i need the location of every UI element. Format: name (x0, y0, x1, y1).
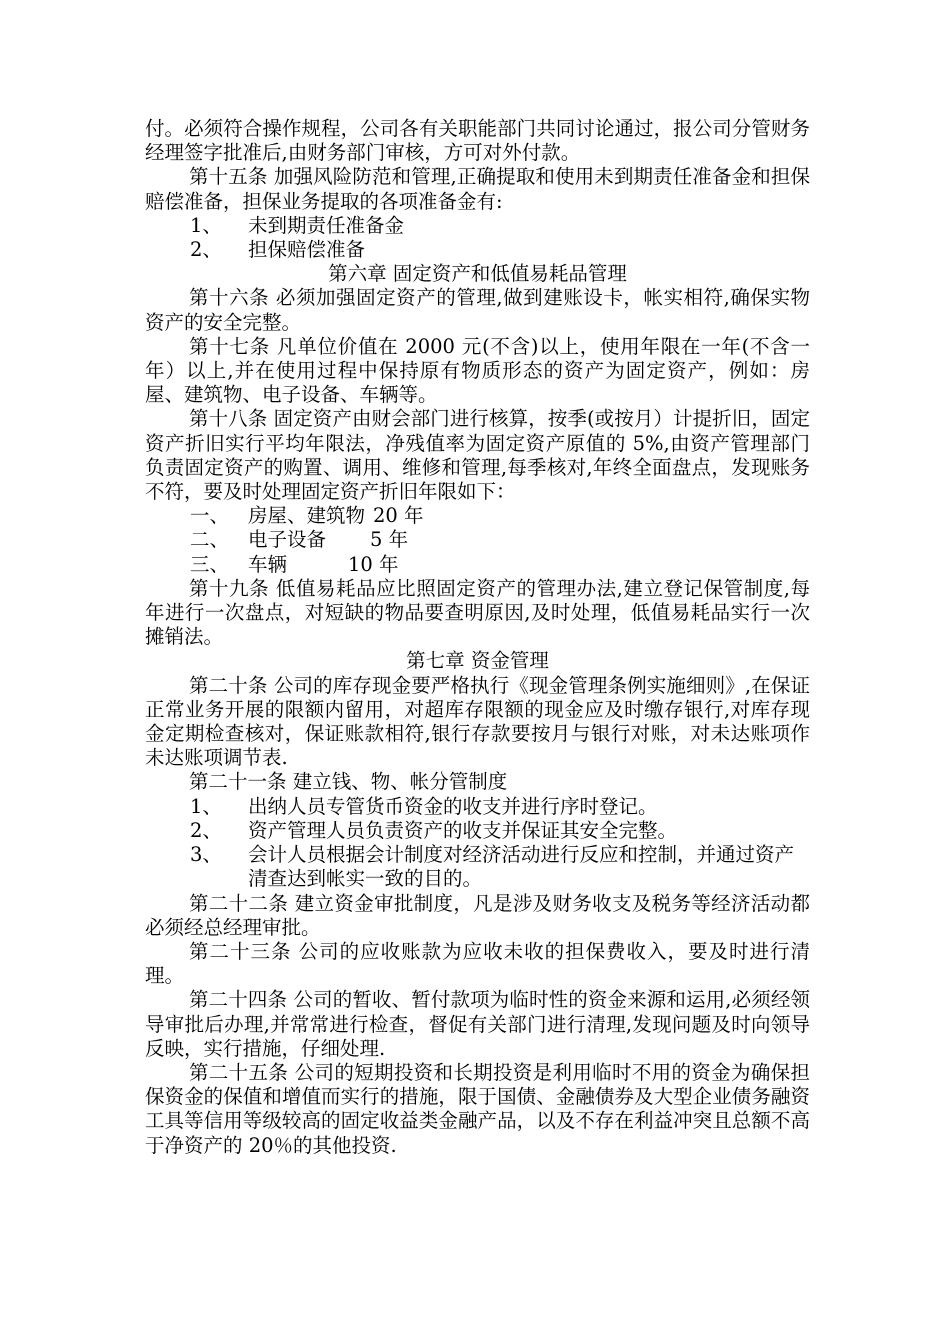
list-item (145, 843, 810, 891)
list-text: 出纳人员专管货币资金的收支并进行序时登记。 (248, 794, 658, 818)
list-number: 1、 (190, 213, 222, 237)
chapter-7-heading: 第七章 资金管理 (406, 649, 549, 673)
list-item (145, 795, 810, 819)
list-text: 担保赔偿准备 (248, 238, 366, 262)
document-page (145, 117, 810, 1158)
article-20: 第二十条 公司的库存现金要严格执行《现金管理条例实施细则》,在保证正常业务开展的限额内留用，对超库存限额的现金应及时缴存银行,对库存现金定期检查核对，保证账款相符,银行存款要按月与银行对账，对未达账项作未达账项调节表. (145, 673, 810, 770)
article-15: 第十五条 加强风险防范和管理,正确提取和使用未到期责任准备金和担保赔偿准备，担保业务提取的各项准备金有: (145, 165, 810, 213)
asset-name: 车辆 (248, 552, 288, 576)
asset-name: 电子设备 (248, 528, 327, 552)
list-text: 资产管理人员负责资产的收支并保证其安全完整。 (248, 818, 678, 842)
article-17: 第十七条 凡单位价值在 2000 元(不含)以上，使用年限在一年(不含一年）以上,并在使用过程中保持原有物质形态的资产为固定资产，例如：房屋、建筑物、电子设备、车辆等。 (145, 334, 810, 407)
list-number: 2、 (190, 238, 222, 262)
depreciation-row (145, 528, 810, 552)
list-number: 三、 (190, 552, 230, 576)
depreciation-row (145, 553, 810, 577)
asset-years: 20 年 (373, 504, 424, 528)
list-text: 未到期责任准备金 (248, 213, 405, 237)
list-number: 2、 (190, 818, 222, 842)
article-18: 第十八条 固定资产由财会部门进行核算，按季(或按月）计提折旧，固定资产折旧实行平均年限法，净残值率为固定资产原值的 5%,由资产管理部门负责固定资产的购置、调用、维修和管理,每季核对,年终全面盘点，发现账务不符，要及时处理固定资产折旧年限如下： (145, 407, 810, 504)
list-item (145, 819, 810, 843)
article-25: 第二十五条 公司的短期投资和长期投资是利用临时不用的资金为确保担保资金的保值和增值而实行的措施，限于国债、金融债券及大型企业债务融资工具等信用等级较高的固定收益类金融产品，以及不存在利益冲突且总额不高于净资产的 20％的其他投资. (145, 1060, 810, 1157)
list-text: 会计人员根据会计制度对经济活动进行反应和控制，并通过资产清查达到帐实一致的目的。 (248, 843, 795, 891)
article-23: 第二十三条 公司的应收账款为应收未收的担保费收入，要及时进行清理。 (145, 939, 810, 988)
list-item (145, 238, 810, 262)
list-number: 3、 (190, 843, 222, 867)
list-number: 二、 (190, 528, 230, 552)
asset-name: 房屋、建筑物 (248, 504, 366, 528)
chapter-6-heading: 第六章 固定资产和低值易耗品管理 (328, 262, 627, 286)
article-24: 第二十四条 公司的暂收、暂付款项为临时性的资金来源和运用,必须经领导审批后办理,并常常进行检查，督促有关部门进行清理,发现问题及时向领导反映，实行措施，仔细处理. (145, 988, 810, 1060)
article-22: 第二十二条 建立资金审批制度，凡是涉及财务收支及税务等经济活动都必须经总经理审批。 (145, 891, 810, 939)
list-item (145, 214, 810, 238)
article-19: 第十九条 低值易耗品应比照固定资产的管理办法,建立登记保管制度,每年进行一次盘点，对短缺的物品要查明原因,及时处理，低值易耗品实行一次摊销法。 (145, 576, 810, 649)
paragraph-continuation: 付。必须符合操作规程，公司各有关职能部门共同讨论通过，报公司分管财务经理签字批准后,由财务部门审核，方可对外付款。 (145, 117, 810, 165)
depreciation-row (145, 504, 810, 528)
asset-years: 10 年 (348, 552, 399, 576)
article-21: 第二十一条 建立钱、物、帐分管制度 (189, 770, 508, 794)
article-16: 第十六条 必须加强固定资产的管理,做到建账设卡，帐实相符,确保实物资产的安全完整。 (145, 286, 810, 334)
asset-years: 5 年 (370, 528, 409, 552)
list-number: 一、 (190, 504, 230, 528)
list-number: 1、 (190, 794, 222, 818)
